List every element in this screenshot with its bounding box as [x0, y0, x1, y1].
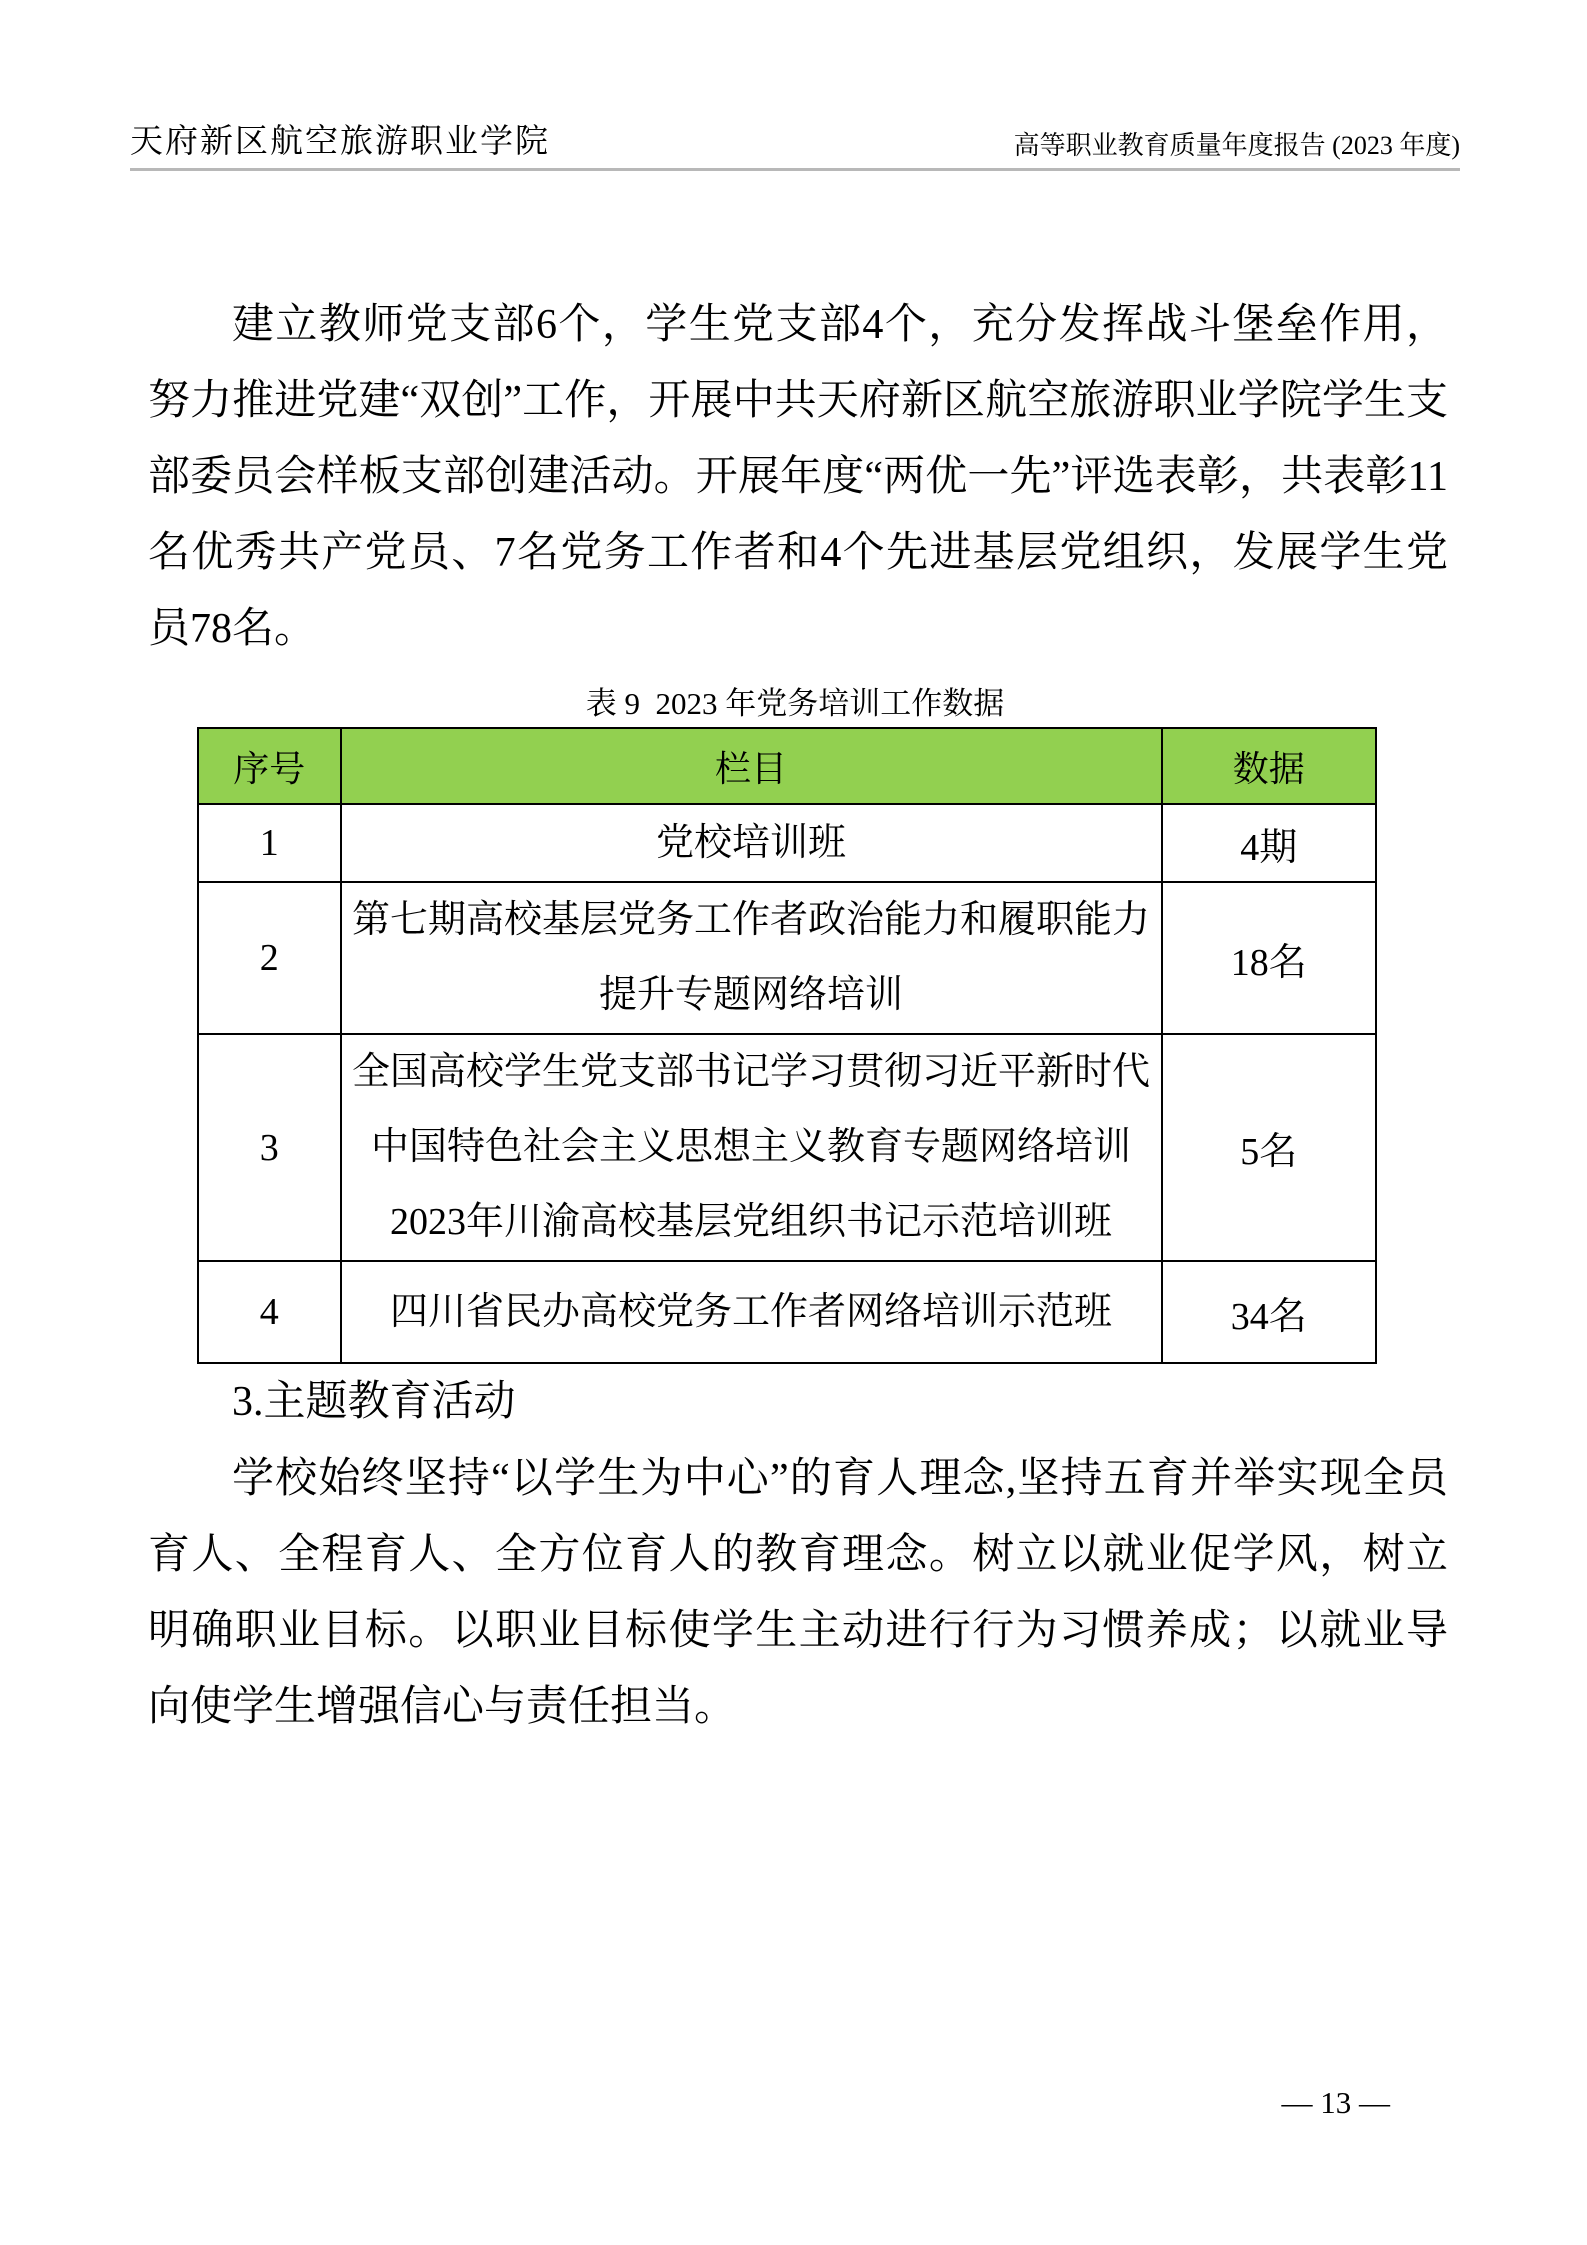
row-item-line: 党校培训班	[656, 821, 847, 864]
row-item	[341, 1034, 1162, 1261]
row-item	[341, 804, 1162, 882]
table-caption: 表 9 2023 年党务培训工作数据	[585, 686, 1005, 721]
row-value: 4期	[1162, 804, 1376, 882]
table-header-row	[198, 728, 1376, 804]
row-no: 2	[198, 882, 341, 1034]
row-item-line: 2023年川渝高校基层党组织书记示范培训班	[390, 1201, 1113, 1243]
paragraph-party-branches: 建立教师党支部6个，学生党支部4个，充分发挥战斗堡垒作用，努力推进党建“双创”工作，开展中共天府新区航空旅游职业学院学生支部委员会样板支部创建活动。开展年度“两优一先”评选表彰，共表彰11名优秀共产党员、7名党务工作者和4个先进基层党组织，发展学生党员78名。	[148, 302, 1448, 652]
page-number: — 13 —	[1281, 2085, 1390, 2120]
row-no: 1	[198, 804, 341, 882]
paragraph-theme-education: 学校始终坚持“以学生为中心”的育人理念,坚持五育并举实现全员育人、全程育人、全方位育人的教育理念。树立以就业促学风，树立明确职业目标。以职业目标使学生主动进行行为习惯养成；以就业导向使学生增强信心与责任担当。	[148, 1456, 1448, 1730]
header-school-name: 天府新区航空旅游职业学院	[130, 124, 550, 160]
table-row	[198, 882, 1376, 1034]
table-row	[198, 804, 1376, 882]
row-item-line: 第七期高校基层党务工作者政治能力和履职能力	[352, 899, 1151, 941]
table-header-value: 数据	[1162, 728, 1376, 804]
row-item-line: 中国特色社会主义思想主义教育专题网络培训	[371, 1126, 1132, 1168]
table-row	[198, 1261, 1376, 1363]
row-value: 5名	[1162, 1034, 1376, 1261]
table-header-no: 序号	[198, 728, 341, 804]
row-item-line: 全国高校学生党支部书记学习贯彻习近平新时代	[352, 1051, 1151, 1093]
page-header	[130, 108, 1460, 171]
row-no: 3	[198, 1034, 341, 1261]
table-header-item: 栏目	[341, 728, 1162, 804]
row-item	[341, 1261, 1162, 1363]
table-row	[198, 1034, 1376, 1261]
header-report-title: 高等职业教育质量年度报告 (2023 年度)	[1013, 131, 1460, 160]
section-heading-theme-education: 3.主题教育活动	[232, 1379, 516, 1425]
row-no: 4	[198, 1261, 341, 1363]
row-value: 34名	[1162, 1261, 1376, 1363]
row-item-line: 四川省民办高校党务工作者网络培训示范班	[390, 1290, 1113, 1333]
row-value: 18名	[1162, 882, 1376, 1034]
row-item	[341, 882, 1162, 1034]
row-item-line: 提升专题网络培训	[599, 974, 904, 1016]
party-training-table	[197, 727, 1377, 1364]
